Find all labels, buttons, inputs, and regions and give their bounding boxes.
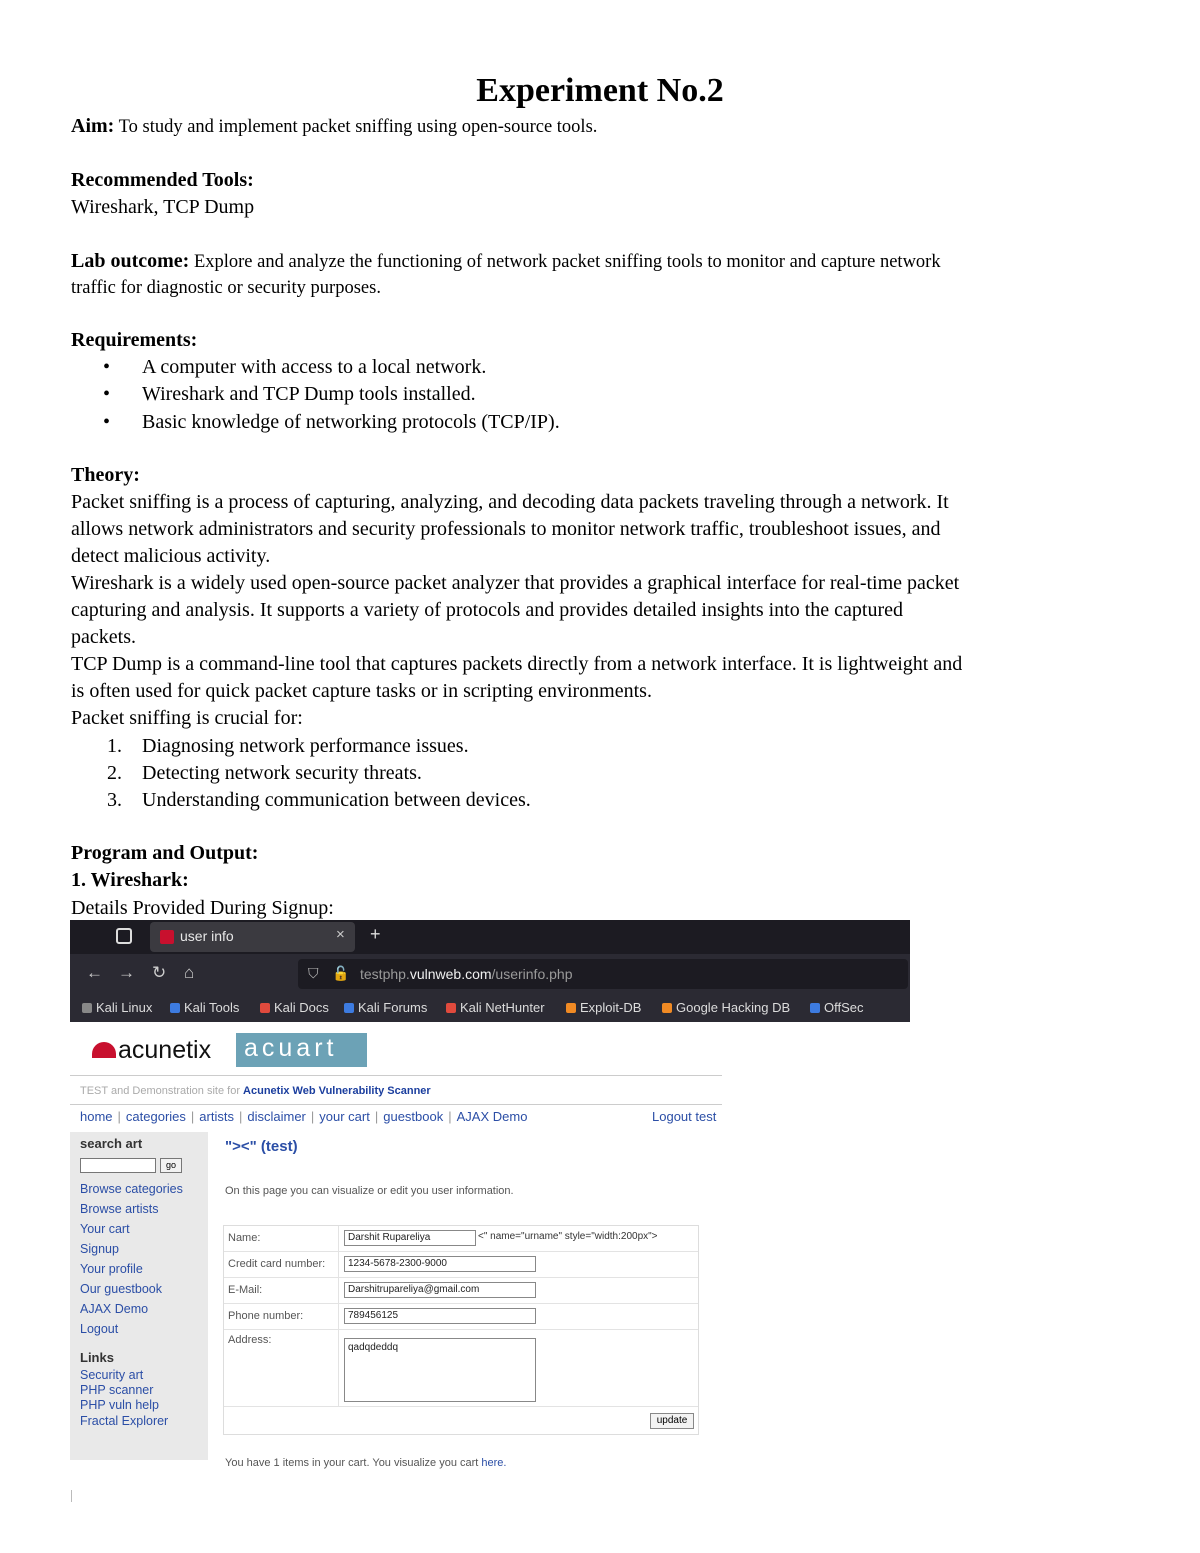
menu-item[interactable]: artists <box>199 1109 234 1124</box>
tab-title: user info <box>180 928 234 944</box>
list-number: 1. <box>107 735 122 757</box>
page-title: Experiment No.2 <box>476 72 724 109</box>
sidebar-link[interactable]: Your cart <box>80 1222 130 1236</box>
bookmark-icon <box>446 1003 456 1013</box>
bookmark-icon <box>566 1003 576 1013</box>
name-input[interactable]: Darshit Rupareliya <box>344 1230 476 1246</box>
bookmark-label: Kali Tools <box>184 1000 240 1015</box>
bookmark-item[interactable] <box>810 1000 864 1015</box>
cc-input[interactable]: 1234-5678-2300-9000 <box>344 1256 536 1272</box>
favicon-icon <box>160 930 174 944</box>
home-icon[interactable]: ⌂ <box>184 963 195 982</box>
tools-heading: Recommended Tools: <box>71 169 254 191</box>
bookmark-item[interactable] <box>344 1000 427 1015</box>
theory-line: capturing and analysis. It supports a variety of protocols and provides detailed insights into the captured <box>71 599 904 621</box>
sidebar-link[interactable]: Browse artists <box>80 1202 159 1216</box>
sidebar-link[interactable]: Your profile <box>80 1262 143 1276</box>
cc-row <box>224 1252 698 1278</box>
extra-link[interactable]: Security art <box>80 1368 144 1382</box>
address-label: Address: <box>228 1334 272 1346</box>
acunetix-mark-icon <box>92 1042 116 1058</box>
bookmark-label: Kali Docs <box>274 1000 329 1015</box>
acuart-logo <box>236 1033 367 1067</box>
bullet-icon: • <box>103 356 111 378</box>
cart-link[interactable]: here. <box>481 1457 507 1469</box>
menu-item[interactable]: your cart <box>319 1109 370 1124</box>
menu-item[interactable]: AJAX Demo <box>456 1109 528 1124</box>
aim-label: Aim: <box>71 115 115 137</box>
list-item: Diagnosing network performance issues. <box>142 735 469 757</box>
theory-line: is often used for quick packet capture tasks or in scripting environments. <box>71 680 652 702</box>
list-item: Understanding communication between devices. <box>142 789 531 811</box>
links-heading: Links <box>80 1350 114 1365</box>
acunetix-logo <box>82 1033 236 1067</box>
url-domain: vulnweb.com <box>409 966 492 982</box>
address-textarea[interactable]: qadqdeddq <box>344 1338 536 1402</box>
lab-text-2: traffic for diagnostic or security purposes. <box>71 278 381 298</box>
tab-list-icon[interactable] <box>116 928 132 944</box>
bookmark-item[interactable] <box>446 1000 545 1015</box>
theory-line: Wireshark is a widely used open-source packet analyzer that provides a graphical interface for real-time packet <box>71 572 960 594</box>
requirement-item: Basic knowledge of networking protocols (TCP/IP). <box>142 411 560 433</box>
search-heading: search art <box>80 1136 143 1151</box>
theory-line: Packet sniffing is a process of capturing, analyzing, and decoding data packets traveling through a network. It <box>71 491 949 513</box>
email-input[interactable]: Darshitrupareliya@gmail.com <box>344 1282 536 1298</box>
tagline-brand[interactable]: Acunetix Web Vulnerability Scanner <box>243 1085 431 1097</box>
menu-separator: | <box>374 1109 379 1124</box>
site-menu <box>80 1109 527 1124</box>
page-margin-mark <box>71 1490 72 1502</box>
bookmark-label: Exploit-DB <box>580 1000 642 1015</box>
name-injected-text: <" name="urname" style="width:200px"> <box>478 1231 658 1242</box>
tools-text: Wireshark, TCP Dump <box>71 196 255 218</box>
logo-left-text: acunetix <box>118 1036 212 1064</box>
requirement-item: A computer with access to a local network. <box>142 356 487 378</box>
logo-right-text: acuart <box>244 1034 338 1062</box>
signup-caption: Details Provided During Signup: <box>71 897 334 919</box>
theory-heading: Theory: <box>71 464 140 486</box>
menu-separator: | <box>117 1109 121 1124</box>
theory-line: detect malicious activity. <box>71 545 271 567</box>
sidebar <box>70 1132 208 1460</box>
aim-line <box>71 113 597 141</box>
url-bar[interactable] <box>298 959 908 989</box>
menu-separator: | <box>190 1109 195 1124</box>
bookmark-item[interactable] <box>566 1000 641 1015</box>
menu-item[interactable]: categories <box>125 1109 186 1124</box>
user-info-form <box>223 1225 699 1435</box>
forward-icon[interactable]: → <box>118 963 135 982</box>
form-separator <box>224 1406 698 1407</box>
email-row <box>224 1278 698 1304</box>
url-prefix: testphp. <box>360 966 410 982</box>
menu-item[interactable]: guestbook <box>383 1109 444 1124</box>
list-number: 2. <box>107 762 122 784</box>
menu-separator: | <box>238 1109 243 1124</box>
sidebar-link[interactable]: Signup <box>80 1242 119 1256</box>
reload-icon[interactable]: ↻ <box>152 963 167 982</box>
site-tagline <box>70 1075 722 1105</box>
name-row <box>224 1226 698 1252</box>
nav-bar <box>70 954 910 994</box>
phone-label: Phone number: <box>228 1310 304 1322</box>
tagline-prefix: TEST and Demonstration site for <box>80 1085 244 1097</box>
content-intro: On this page you can visualize or edit you user information. <box>225 1185 514 1197</box>
new-tab-button[interactable]: + <box>370 924 381 944</box>
menu-separator: | <box>310 1109 315 1124</box>
url-text <box>360 966 572 982</box>
requirement-item: Wireshark and TCP Dump tools installed. <box>142 383 476 405</box>
extra-link[interactable]: PHP vuln help <box>80 1398 159 1412</box>
bookmark-item[interactable] <box>82 1000 152 1015</box>
bookmark-item[interactable] <box>662 1000 790 1015</box>
list-item: Detecting network security threats. <box>142 762 422 784</box>
sidebar-link[interactable]: Logout <box>80 1322 119 1336</box>
phone-input[interactable]: 789456125 <box>344 1308 536 1324</box>
program-heading: Program and Output: <box>71 842 259 864</box>
theory-line: packets. <box>71 626 136 648</box>
wireshark-heading: 1. Wireshark: <box>71 869 189 891</box>
menu-item[interactable]: disclaimer <box>247 1109 306 1124</box>
bookmark-label: Google Hacking DB <box>676 1000 791 1015</box>
extra-link[interactable]: PHP scanner <box>80 1383 154 1397</box>
back-icon[interactable]: ← <box>86 963 103 982</box>
bookmark-icon <box>662 1003 672 1013</box>
theory-line: allows network administrators and security professionals to monitor network traffic, troubleshoot issues, and <box>71 518 941 540</box>
bookmark-icon <box>170 1003 180 1013</box>
aim-text: To study and implement packet sniffing using open-source tools. <box>114 117 598 137</box>
bookmark-label: Kali Linux <box>96 1000 153 1015</box>
bookmark-label: Kali Forums <box>358 1000 428 1015</box>
tab-user-info[interactable] <box>150 922 355 952</box>
extra-link[interactable]: Fractal Explorer <box>80 1414 169 1428</box>
lab-text-1: Explore and analyze the functioning of network packet sniffing tools to monitor and capture network <box>189 252 941 272</box>
cart-text: You have 1 items in your cart. You visualize you cart <box>225 1457 482 1469</box>
lock-icon: 🔓 <box>332 965 350 981</box>
shield-icon: ⛉ <box>308 965 319 981</box>
list-number: 3. <box>107 789 122 811</box>
tab-bar <box>70 920 910 954</box>
screenshot <box>70 920 910 1480</box>
tagline-text <box>80 1085 431 1097</box>
bookmark-icon <box>344 1003 354 1013</box>
name-label: Name: <box>228 1232 261 1244</box>
phone-row <box>224 1304 698 1330</box>
url-path: /userinfo.php <box>491 966 573 982</box>
go-button[interactable]: go <box>160 1158 182 1173</box>
bookmark-icon <box>810 1003 820 1013</box>
site-logo[interactable] <box>82 1033 367 1067</box>
theory-line: TCP Dump is a command-line tool that captures packets directly from a network interface. It is lightweight and <box>71 653 963 675</box>
lab-label: Lab outcome: <box>71 250 190 272</box>
cc-label: Credit card number: <box>228 1258 326 1270</box>
update-button[interactable]: update <box>650 1413 694 1429</box>
requirements-heading: Requirements: <box>71 329 198 351</box>
content-heading: "><" (test) <box>225 1138 298 1155</box>
menu-separator: | <box>448 1109 452 1124</box>
bookmark-item[interactable] <box>260 1000 329 1015</box>
sidebar-link[interactable]: AJAX Demo <box>80 1302 149 1316</box>
search-input[interactable] <box>80 1158 156 1173</box>
cart-line <box>225 1457 506 1469</box>
close-icon[interactable]: × <box>336 926 345 943</box>
bookmark-label: OffSec <box>824 1000 864 1015</box>
bookmark-label: Kali NetHunter <box>460 1000 545 1015</box>
bookmarks-bar <box>70 994 910 1022</box>
browser-chrome <box>70 920 910 1022</box>
sidebar-link[interactable]: Our guestbook <box>80 1282 162 1296</box>
theory-line: Packet sniffing is crucial for: <box>71 707 303 729</box>
bookmark-item[interactable] <box>170 1000 239 1015</box>
email-label: E-Mail: <box>228 1284 263 1296</box>
logout-link[interactable]: Logout test <box>652 1109 717 1124</box>
lab-outcome-line <box>71 248 941 276</box>
bullet-icon: • <box>103 411 111 433</box>
sidebar-link[interactable]: Browse categories <box>80 1182 183 1196</box>
bookmark-icon <box>260 1003 270 1013</box>
bullet-icon: • <box>103 383 111 405</box>
menu-item[interactable]: home <box>80 1109 113 1124</box>
bookmark-icon <box>82 1003 92 1013</box>
